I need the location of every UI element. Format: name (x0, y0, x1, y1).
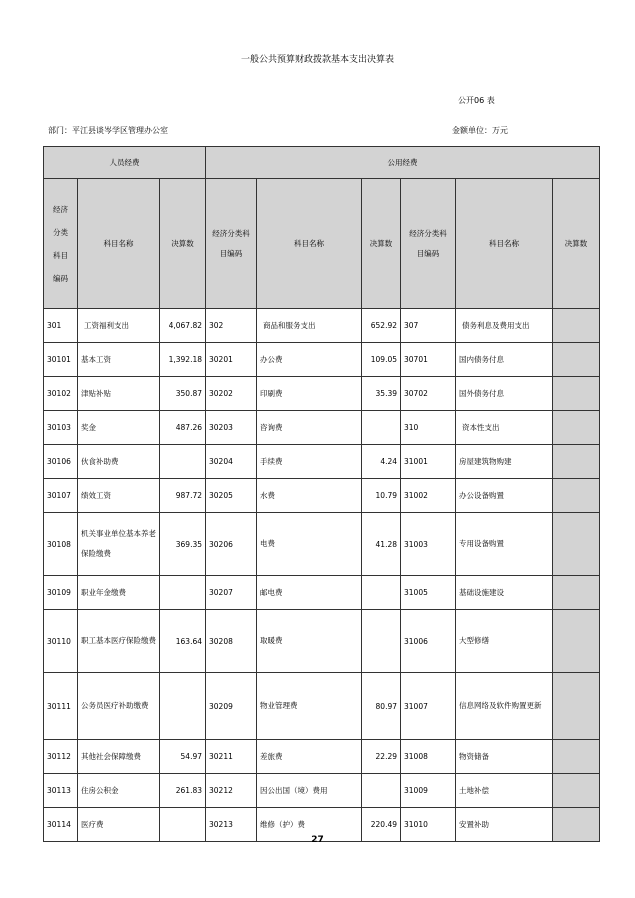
subject-name-cell: 取暖费 (257, 610, 362, 673)
amount-cell: 10.79 (362, 479, 401, 513)
econ-code-cell: 30211 (206, 740, 257, 774)
table-row (44, 411, 600, 445)
subject-name-cell: 房屋建筑物购建 (456, 445, 553, 479)
amount-cell (553, 343, 600, 377)
amount-cell: 1,392.18 (160, 343, 206, 377)
table-row (44, 479, 600, 513)
table-row (44, 309, 600, 343)
table-row (44, 513, 600, 576)
subject-name-cell: 国外债务付息 (456, 377, 553, 411)
amount-cell: 220.49 (362, 808, 401, 842)
amount-cell (553, 411, 600, 445)
amount-cell (362, 411, 401, 445)
subject-name-cell: 奖金 (78, 411, 160, 445)
amount-cell: 350.87 (160, 377, 206, 411)
amount-cell: 54.97 (160, 740, 206, 774)
amount-cell (553, 445, 600, 479)
amount-cell (160, 673, 206, 740)
table-row (44, 576, 600, 610)
col-header-subject: 科目名称 (78, 179, 160, 309)
econ-code-cell: 30202 (206, 377, 257, 411)
subject-name-cell: 邮电费 (257, 576, 362, 610)
subject-name-cell: 差旅费 (257, 740, 362, 774)
subject-name-cell: 商品和服务支出 (257, 309, 362, 343)
econ-code-cell: 30701 (401, 343, 456, 377)
col-header-amount: 决算数 (553, 179, 600, 309)
amount-cell: 652.92 (362, 309, 401, 343)
subject-name-cell: 绩效工资 (78, 479, 160, 513)
col-header-amount: 决算数 (362, 179, 401, 309)
econ-code-cell: 30106 (44, 445, 78, 479)
econ-code-cell: 30112 (44, 740, 78, 774)
subject-name-cell: 印刷费 (257, 377, 362, 411)
amount-cell (553, 576, 600, 610)
subject-name-cell: 伙食补助费 (78, 445, 160, 479)
amount-cell (553, 309, 600, 343)
table-row (44, 774, 600, 808)
econ-code-cell: 31009 (401, 774, 456, 808)
group-header-personnel: 人员经费 (44, 147, 206, 179)
subject-name-cell: 基本工资 (78, 343, 160, 377)
econ-code-cell: 302 (206, 309, 257, 343)
col-header-subject: 科目名称 (257, 179, 362, 309)
amount-cell (553, 774, 600, 808)
subject-name-cell: 医疗费 (78, 808, 160, 842)
subject-name-cell: 咨询费 (257, 411, 362, 445)
econ-code-cell: 30102 (44, 377, 78, 411)
econ-code-cell: 307 (401, 309, 456, 343)
subject-name-cell: 办公费 (257, 343, 362, 377)
econ-code-cell: 30208 (206, 610, 257, 673)
subject-name-cell: 机关事业单位基本养老保险缴费 (78, 513, 160, 576)
table-body (44, 309, 600, 842)
table-row (44, 377, 600, 411)
col-header-econ-code: 经济 分类 科目 编码 (44, 179, 78, 309)
subject-name-cell: 手续费 (257, 445, 362, 479)
amount-cell (553, 740, 600, 774)
econ-code-cell: 31001 (401, 445, 456, 479)
subject-name-cell: 土地补偿 (456, 774, 553, 808)
amount-cell (160, 445, 206, 479)
econ-code-cell: 31002 (401, 479, 456, 513)
subject-name-cell: 维修（护）费 (257, 808, 362, 842)
econ-code-cell: 30203 (206, 411, 257, 445)
subject-name-cell: 资本性支出 (456, 411, 553, 445)
amount-cell: 22.29 (362, 740, 401, 774)
econ-code-cell: 30205 (206, 479, 257, 513)
subject-name-cell: 工资福利支出 (78, 309, 160, 343)
amount-cell (362, 774, 401, 808)
econ-code-cell: 31006 (401, 610, 456, 673)
econ-code-cell: 310 (401, 411, 456, 445)
econ-code-cell: 30702 (401, 377, 456, 411)
econ-code-cell: 30212 (206, 774, 257, 808)
subject-name-cell: 其他社会保障缴费 (78, 740, 160, 774)
amount-cell: 41.28 (362, 513, 401, 576)
page-number: 27 (311, 835, 324, 845)
subject-name-cell: 债务利息及费用支出 (456, 309, 553, 343)
table-row (44, 445, 600, 479)
subject-name-cell: 信息网络及软件购置更新 (456, 673, 553, 740)
subject-name-cell: 津贴补贴 (78, 377, 160, 411)
amount-cell (362, 576, 401, 610)
amount-cell (553, 513, 600, 576)
amount-cell (160, 576, 206, 610)
amount-cell: 4.24 (362, 445, 401, 479)
table-row (44, 673, 600, 740)
econ-code-cell: 31007 (401, 673, 456, 740)
amount-cell (553, 610, 600, 673)
econ-code-cell: 30101 (44, 343, 78, 377)
econ-code-cell: 31010 (401, 808, 456, 842)
subject-name-cell: 物资储备 (456, 740, 553, 774)
econ-code-cell: 31003 (401, 513, 456, 576)
amount-cell: 4,067.82 (160, 309, 206, 343)
expenditure-table (43, 146, 600, 842)
subject-name-cell: 专用设备购置 (456, 513, 553, 576)
table-row (44, 343, 600, 377)
form-number: 公开06 表 (458, 96, 495, 105)
econ-code-cell: 30113 (44, 774, 78, 808)
amount-cell (362, 610, 401, 673)
col-header-econ-code: 经济分类科 目编码 (401, 179, 456, 309)
amount-cell: 163.64 (160, 610, 206, 673)
subject-name-cell: 公务员医疗补助缴费 (78, 673, 160, 740)
col-header-subject: 科目名称 (456, 179, 553, 309)
table-row (44, 740, 600, 774)
econ-code-cell: 30107 (44, 479, 78, 513)
amount-cell: 487.26 (160, 411, 206, 445)
econ-code-cell: 30114 (44, 808, 78, 842)
subject-name-cell: 职工基本医疗保险缴费 (78, 610, 160, 673)
subject-name-cell: 大型修缮 (456, 610, 553, 673)
econ-code-cell: 30111 (44, 673, 78, 740)
amount-cell (553, 673, 600, 740)
econ-code-cell: 30109 (44, 576, 78, 610)
subject-name-cell: 国内债务付息 (456, 343, 553, 377)
subject-name-cell: 水费 (257, 479, 362, 513)
subject-name-cell: 职业年金缴费 (78, 576, 160, 610)
econ-code-cell: 30207 (206, 576, 257, 610)
amount-cell: 261.83 (160, 774, 206, 808)
econ-code-cell: 30206 (206, 513, 257, 576)
amount-cell (553, 377, 600, 411)
amount-cell: 987.72 (160, 479, 206, 513)
subject-name-cell: 办公设备购置 (456, 479, 553, 513)
subject-name-cell: 住房公积金 (78, 774, 160, 808)
subject-name-cell: 电费 (257, 513, 362, 576)
econ-code-cell: 30213 (206, 808, 257, 842)
econ-code-cell: 30103 (44, 411, 78, 445)
report-title: 一般公共预算财政拨款基本支出决算表 (240, 55, 394, 65)
subject-name-cell: 安置补助 (456, 808, 553, 842)
subject-name-cell: 物业管理费 (257, 673, 362, 740)
econ-code-cell: 30204 (206, 445, 257, 479)
unit-label: 金额单位：万元 (452, 126, 508, 135)
econ-code-cell: 31008 (401, 740, 456, 774)
amount-cell: 109.05 (362, 343, 401, 377)
econ-code-cell: 301 (44, 309, 78, 343)
amount-cell: 369.35 (160, 513, 206, 576)
econ-code-cell: 30209 (206, 673, 257, 740)
amount-cell (553, 479, 600, 513)
econ-code-cell: 30201 (206, 343, 257, 377)
department-label: 部门：平江县谈岑学区管理办公室 (48, 126, 168, 135)
econ-code-cell: 30110 (44, 610, 78, 673)
subject-name-cell: 因公出国（境）费用 (257, 774, 362, 808)
group-header-public: 公用经费 (206, 147, 600, 179)
amount-cell: 80.97 (362, 673, 401, 740)
col-header-amount: 决算数 (160, 179, 206, 309)
econ-code-cell: 31005 (401, 576, 456, 610)
amount-cell: 35.39 (362, 377, 401, 411)
econ-code-cell: 30108 (44, 513, 78, 576)
table-row (44, 610, 600, 673)
col-header-econ-code: 经济分类科 目编码 (206, 179, 257, 309)
subject-name-cell: 基础设施建设 (456, 576, 553, 610)
